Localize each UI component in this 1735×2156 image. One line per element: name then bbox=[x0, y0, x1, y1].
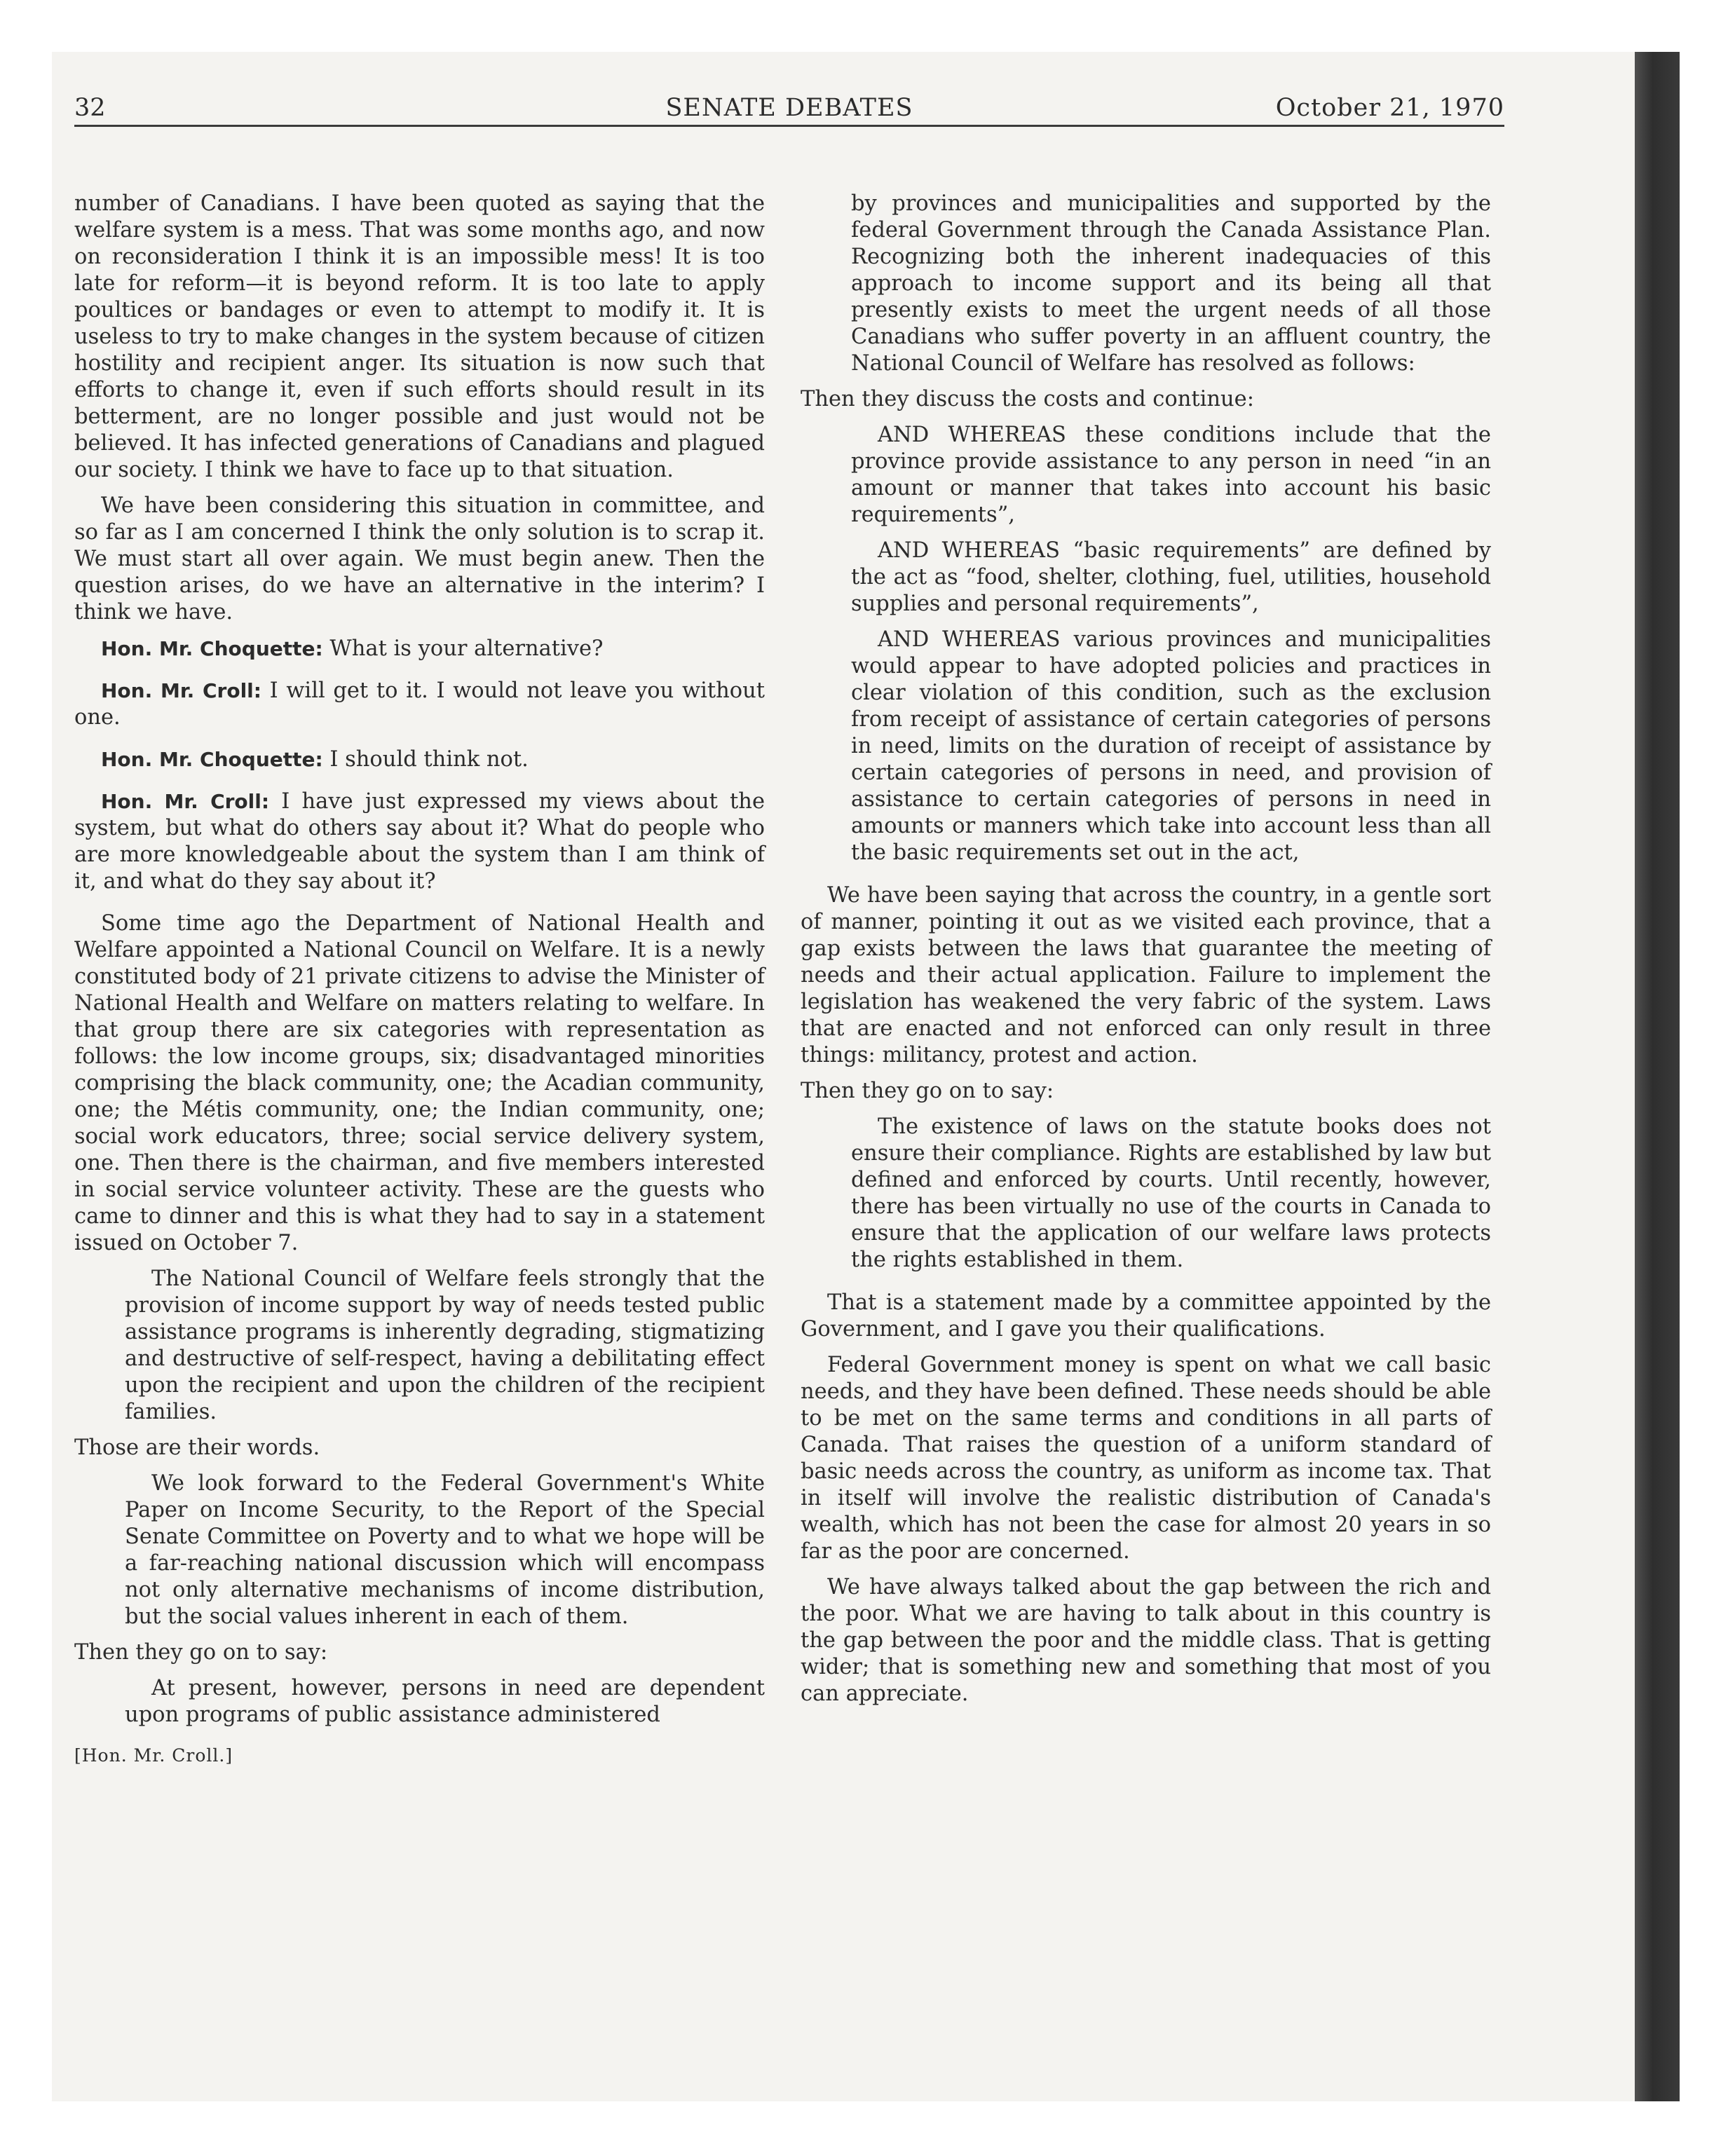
speaker-name: Hon. Mr. Choquette: bbox=[101, 748, 323, 771]
paragraph: Then they go on to say: bbox=[801, 1079, 1054, 1103]
speaker-exchange bbox=[74, 746, 765, 773]
speaker-name: Hon. Mr. Choquette: bbox=[101, 637, 323, 660]
speaker-text: I should think not. bbox=[322, 747, 529, 772]
paragraph: Then they discuss the costs and continue: bbox=[801, 387, 1255, 411]
speaker-name: Hon. Mr. Croll: bbox=[101, 679, 261, 702]
page-number: 32 bbox=[74, 94, 106, 122]
left-column bbox=[74, 191, 765, 1787]
speaker-text: I have just expressed my views about the system, but what do others say about it? What do people who are more knowledgeable about the system than I am think of it, and what do they say about it? bbox=[74, 789, 765, 894]
paragraph: Then they go on to say: bbox=[74, 1640, 328, 1665]
paragraph: We have always talked about the gap between the rich and the poor. What we are having to talk about in this country is the gap between the poor and the middle class. That is getting wider; that is something new and something that most of you can appreciate. bbox=[801, 1575, 1491, 1706]
speaker-exchange bbox=[74, 636, 765, 662]
paragraph: number of Canadians. I have been quoted as saying that the welfare system is a mess. That was some months ago, and now on reconsideration I think it is an impossible mess! It is too late for reform—it is beyond reform. It is too late to apply poultices or bandages or even to attempt to modify it. It is useless to try to make changes in the system because of citizen hostility and recipient anger. Its situation is now such that efforts to change it, even if such efforts should result in its betterment, are no longer possible and just would not be believed. It has infected generations of Canadians and plagued our society. I think we have to face up to that situation. bbox=[74, 191, 765, 482]
paragraph: That is a statement made by a committee appointed by the Government, and I gave you their qualifications. bbox=[801, 1290, 1491, 1342]
block-quote: The National Council of Welfare feels strongly that the provision of income support by way of needs tested public assistance programs is inherently degrading, stigmatizing and destructive of self-respect, having a debilitating effect upon the recipient and upon the children of the recipient families. bbox=[125, 1267, 765, 1424]
block-quote: AND WHEREAS these conditions include that the province provide assistance to any person in need “in an amount or manner that takes into account his basic requirements”, bbox=[851, 423, 1491, 527]
speaker-name: Hon. Mr. Croll: bbox=[101, 790, 270, 813]
paragraph: Those are their words. bbox=[74, 1435, 320, 1460]
right-column bbox=[801, 191, 1491, 1717]
speaker-text: What is your alternative? bbox=[322, 636, 604, 661]
binding-edge bbox=[1635, 52, 1680, 2101]
paragraph: We have been saying that across the country, in a gentle sort of manner, pointing it out as we visited each province, that a gap exists between the laws that guarantee the meeting of needs and their actual application. Failure to implement the legislation has weakened the very fabric of the system. Laws that are enacted and not enforced can only result in three things: militancy, protest and action. bbox=[801, 883, 1491, 1067]
page-date: October 21, 1970 bbox=[1275, 94, 1504, 122]
block-quote: The existence of laws on the statute books does not ensure their compliance. Rights are established by law but defined and enforced by courts. Until recently, however, there has been virtually no use of the courts in Canada to ensure that the application of our welfare laws protects the rights established in them. bbox=[851, 1114, 1491, 1272]
speaker-text: I will get to it. I would not leave you without one. bbox=[74, 678, 765, 730]
paragraph: Some time ago the Department of National Health and Welfare appointed a National Council on Welfare. It is a newly constituted body of 21 private citizens to advise the Minister of National Health and Welfare on matters relating to welfare. In that group there are six categories with representation as follows: the low income groups, six; disadvantaged minorities comprising the black community, one; the Acadian community, one; the Métis community, one; the Indian community, one; social work educators, three; social service delivery system, one. Then there is the chairman, and five members interested in social service volunteer activity. These are the guests who came to dinner and this is what they had to say in a statement issued on October 7. bbox=[74, 911, 765, 1255]
block-quote: AND WHEREAS “basic requirements” are defined by the act as “food, shelter, clothing, fuel, utilities, household supplies and personal requirements”, bbox=[851, 538, 1491, 616]
speaker-footnote: [Hon. Mr. Croll.] bbox=[74, 1745, 233, 1766]
running-title: SENATE DEBATES bbox=[665, 94, 913, 122]
block-quote: AND WHEREAS various provinces and municipalities would appear to have adopted policies and practices in clear violation of this condition, such as the exclusion from receipt of assistance of certain categories of persons in need, limits on the duration of receipt of assistance by certain categories of persons in need, and provision of assistance to certain categories of persons in need in amounts or manners which take into account less than all the basic requirements set out in the act, bbox=[851, 627, 1491, 865]
block-quote-continued: by provinces and municipalities and supported by the federal Government through the Canada Assistance Plan. Recognizing both the inherent inadequacies of this approach to income support and its being all that presently exists to meet the urgent needs of all those Canadians who suffer poverty in an affluent country, the National Council of Welfare has resolved as follows: bbox=[851, 191, 1491, 376]
spacer bbox=[801, 1283, 1491, 1290]
paragraph: Federal Government money is spent on what we call basic needs, and they have been defined. These needs should be able to be met on the same terms and conditions in all parts of Canada. That raises the question of a uniform standard of basic needs across the country, as uniform as income tax. That in itself will involve the realistic distribution of Canada's wealth, which has not been the case for almost 20 years in so far as the poor are concerned. bbox=[801, 1353, 1491, 1564]
block-quote: We look forward to the Federal Government's White Paper on Income Security, to the Report of the Special Senate Committee on Poverty and to what we hope will be a far-reaching national discussion which will encompass not only alternative mechanisms of income distribution, but the social values inherent in each of them. bbox=[125, 1471, 765, 1629]
page-header bbox=[74, 90, 1504, 127]
block-quote: At present, however, persons in need are dependent upon programs of public assistance administered bbox=[125, 1676, 765, 1727]
paragraph: We have been considering this situation in committee, and so far as I am concerned I think the only solution is to scrap it. We must start all over again. We must begin anew. Then the question arises, do we have an alternative in the interim? I think we have. bbox=[74, 493, 765, 625]
speaker-exchange bbox=[74, 678, 765, 731]
speaker-exchange bbox=[74, 789, 765, 895]
spacer bbox=[801, 875, 1491, 882]
